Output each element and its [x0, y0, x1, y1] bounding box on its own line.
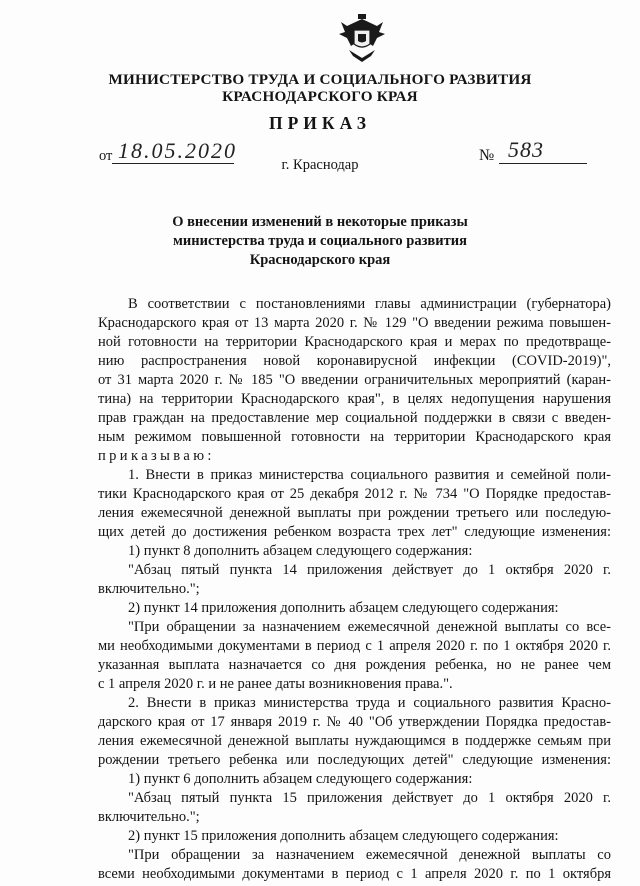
body-line: нию распространения новой коронавирусной инфекции (COVID-2019)",	[98, 353, 611, 369]
body-line: 2) пункт 15 приложения дополнить абзацем следующего содержания:	[128, 828, 559, 844]
body-line: прав граждан на предоставление мер социальной поддержки в связи с введен-	[98, 410, 611, 426]
body-line: тина) на территории Краснодарского края", в целях недопущения нарушения	[98, 391, 611, 407]
body-line: 1) пункт 8 дополнить абзацем следующего содержания:	[128, 543, 473, 559]
subject-line: министерства труда и социального развития	[173, 233, 467, 250]
body-line: от 31 марта 2020 г. № 185 "О введении ограничительных мероприятий (каран-	[98, 372, 611, 388]
ministry-name-line1: МИНИСТЕРСТВО ТРУДА И СОЦИАЛЬНОГО РАЗВИТИЯ	[108, 71, 532, 88]
subject-line: О внесении изменений в некоторые приказы	[172, 214, 468, 230]
order-title: ПРИКАЗ	[268, 113, 372, 133]
subject-line: Краснодарского края	[249, 252, 391, 269]
body-line: включительно.";	[98, 581, 200, 597]
city-name: г. Краснодар	[281, 157, 359, 173]
body-line: ления ежемесячной денежной выплаты нуждающимся в поддержке семьям при	[98, 733, 611, 749]
body-line: "Абзац пятый пункта 15 приложения действует до 1 октября 2020 г.	[128, 790, 611, 806]
body-line: "При обращении за назначением ежемесячной денежной выплаты со все-	[128, 619, 611, 635]
body-line: ления ежемесячной денежной выплаты при рождении третьего или последую-	[98, 505, 611, 521]
coat-of-arms-icon	[337, 12, 387, 64]
body-line: тики Краснодарского края от 25 декабря 2012 г. № 734 "О Порядке предостав-	[98, 486, 611, 502]
body-line: всеми необходимыми документами в период с 1 апреля 2020 г. по 1 октября	[98, 866, 611, 882]
body-line: 2) пункт 14 приложения дополнить абзацем следующего содержания:	[128, 600, 559, 616]
order-subject	[0, 213, 640, 271]
body-line: щих детей до достижения ребенком возраста трех лет" следующие изменения:	[98, 524, 611, 540]
body-line: ным режимом повышенной готовности на территории Краснодарского края	[98, 429, 611, 445]
body-line: 1. Внести в приказ министерства социального развития и семейной поли-	[128, 467, 611, 483]
body-line: с 1 апреля 2020 г. и не ранее даты возникновения права.".	[98, 676, 453, 692]
body-line: ми необходимыми документами в период с 1 апреля 2020 г. по 1 октября 2020 г.	[98, 638, 611, 654]
body-line: 1) пункт 6 дополнить абзацем следующего содержания:	[128, 771, 473, 787]
body-line: Краснодарского края от 13 марта 2020 г. № 129 "О введении режима повышен-	[98, 315, 611, 331]
body-line: включительно.";	[98, 809, 200, 825]
handwritten-order-number: 583	[508, 137, 544, 162]
date-prefix: от	[99, 148, 113, 164]
body-line: рождении третьего ребенка или последующих детей" следующие изменения:	[98, 752, 611, 768]
body-line: ной готовности на территории Краснодарского края и мерах по предотвраще-	[98, 334, 611, 350]
number-prefix: №	[479, 147, 495, 164]
body-line: "Абзац пятый пункта 14 приложения действует до 1 октября 2020 г.	[128, 562, 611, 578]
order-word: приказываю:	[98, 448, 215, 464]
ministry-name-line2: КРАСНОДАРСКОГО КРАЯ	[222, 88, 418, 105]
number-underline	[499, 163, 587, 164]
body-line: "При обращении за назначением ежемесячной денежной выплаты со	[128, 847, 611, 863]
handwritten-date: 18.05.2020	[118, 138, 237, 163]
body-line: указанная выплата назначается со дня рождения ребенка, но не ранее чем	[98, 657, 611, 673]
body-line: В соответствии с постановлениями главы администрации (губернатора)	[128, 296, 611, 312]
body-line: дарского края от 17 января 2019 г. № 40 "Об утверждении Порядка предостав-	[98, 714, 611, 730]
body-line: 2. Внести в приказ министерства труда и социального развития Красно-	[128, 695, 611, 711]
